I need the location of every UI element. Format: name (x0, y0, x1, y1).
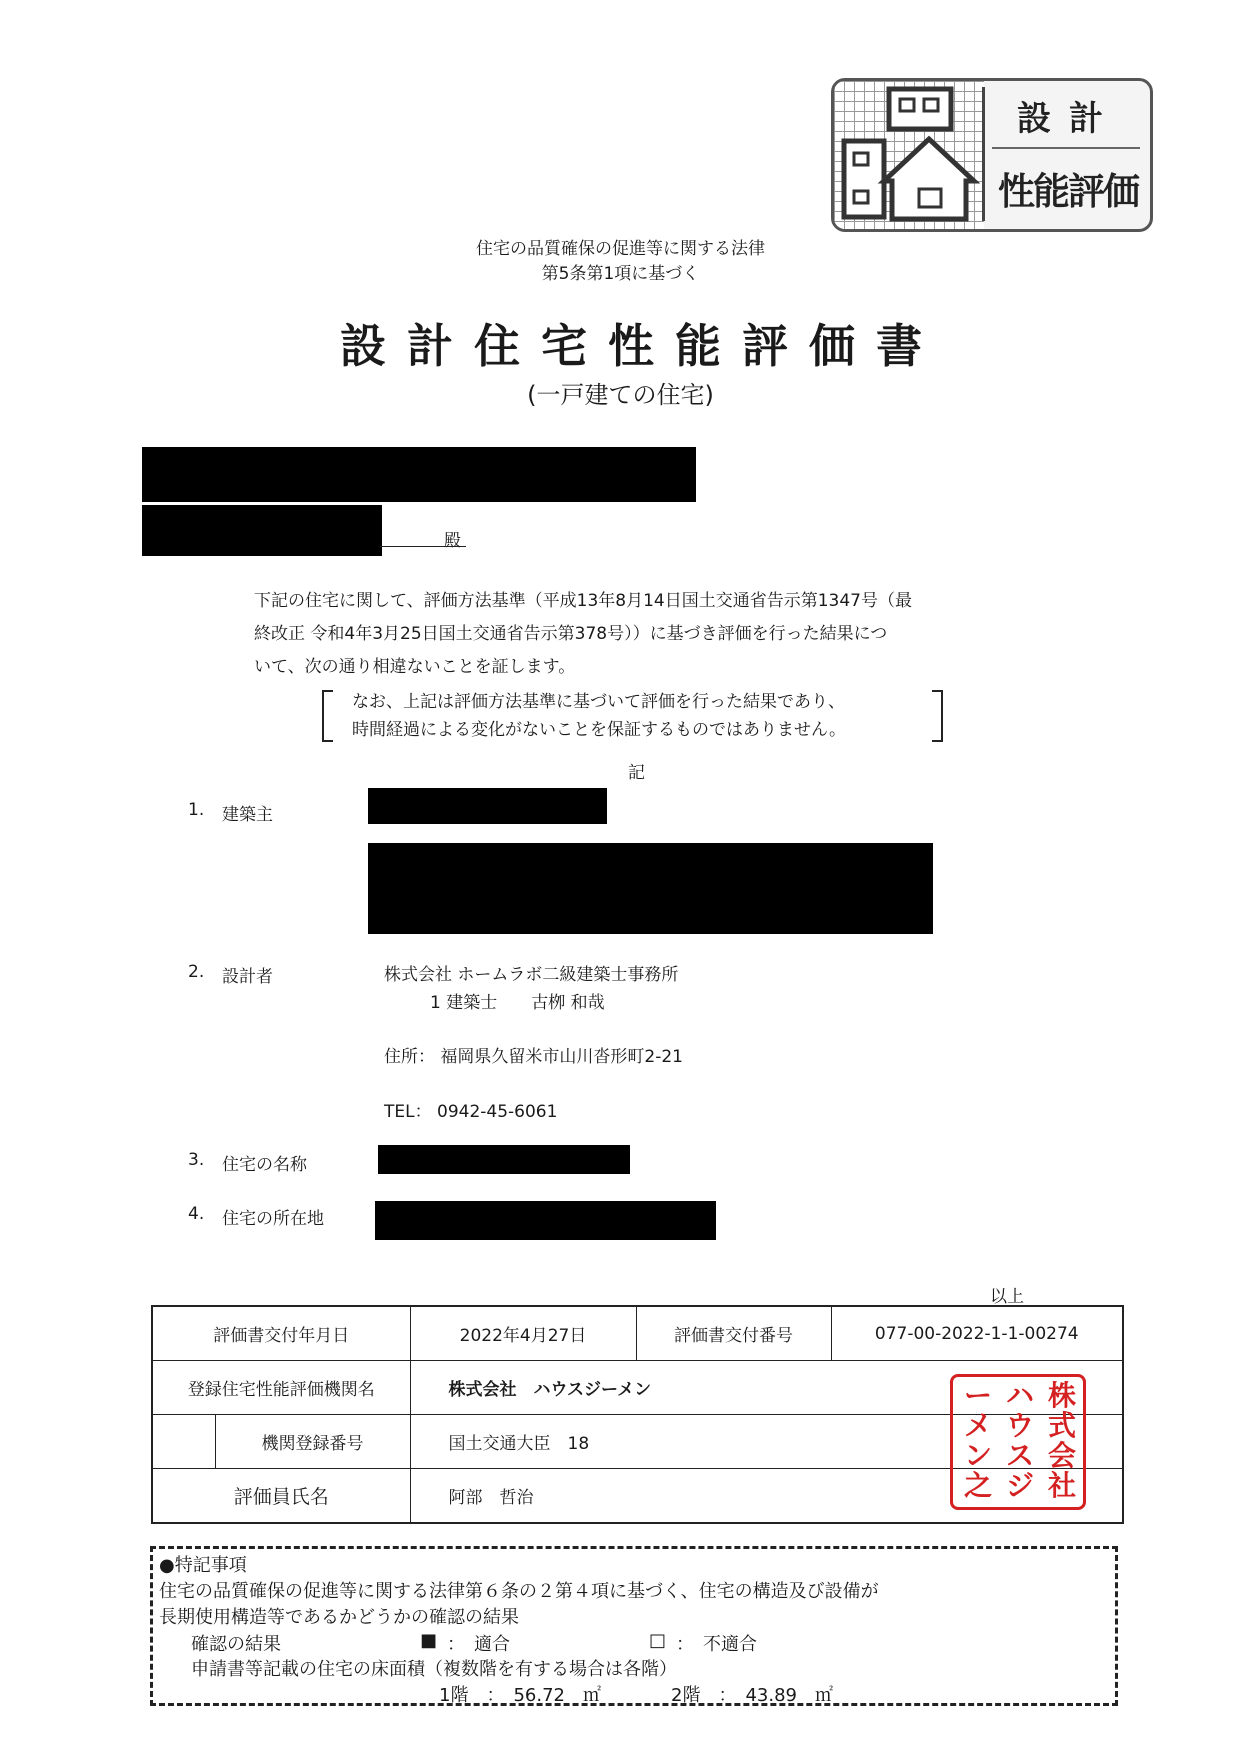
special-line-1: 住宅の品質確保の促進等に関する法律第６条の２第４項に基づく、住宅の構造及び設備が (159, 1581, 879, 1602)
item-1-number: 1. (188, 800, 205, 820)
document-subtitle: (一戸建ての住宅) (527, 381, 714, 409)
document-title: 設計住宅性能評価書 (340, 319, 943, 373)
floor-2-area: 2階 ： 43.89 ㎡ (671, 1685, 833, 1706)
note-bracket-left (322, 690, 333, 742)
redacted-owner (368, 788, 607, 824)
redacted-house-name (378, 1145, 630, 1174)
note-line-1: なお、上記は評価方法基準に基づいて評価を行った結果であり、 (352, 692, 845, 712)
nonconform-checkbox: □ (649, 1630, 667, 1651)
designer-person: 1 建築士 古栁 和哉 (430, 993, 605, 1013)
special-heading: ●特記事項 (159, 1555, 247, 1576)
logo-rule (992, 147, 1140, 149)
redacted-house-location (375, 1201, 716, 1240)
honorific: 殿 (444, 531, 461, 551)
item-2-number: 2. (188, 962, 205, 982)
evaluator-name: 阿部 哲治 (410, 1469, 1123, 1524)
designer-company: 株式会社 ホームラボ二級建築士事務所 (384, 965, 679, 985)
conform-text: ： 適合 (447, 1634, 510, 1655)
seal-column-3: ーメン之 (963, 1379, 992, 1502)
item-4-label: 住宅の所在地 (222, 1209, 324, 1229)
item-3-label: 住宅の名称 (222, 1155, 307, 1175)
note-line-2: 時間経過による変化がないことを保証するものではありません。 (352, 720, 847, 740)
house-icon (834, 81, 984, 229)
issue-date-label: 評価書交付年月日 (152, 1306, 410, 1361)
table-indent-cell (152, 1415, 215, 1469)
issue-date: 2022年4月27日 (410, 1306, 636, 1361)
logo-bottom-text: 性能評価 (998, 170, 1138, 213)
logo-divider (982, 87, 985, 221)
redacted-addressee-2 (142, 505, 382, 556)
law-line-2: 第5条第1項に基づく (541, 264, 700, 284)
ijo-end-mark: 以上 (990, 1287, 1024, 1307)
designer-address: 住所： 福岡県久留米市山川沓形町2-21 (384, 1047, 683, 1067)
issue-number: 077-00-2022-1-1-00274 (831, 1306, 1123, 1361)
table-row (152, 1306, 1123, 1361)
law-line-1: 住宅の品質確保の促進等に関する法律 (476, 239, 765, 259)
floor-1-area: 1階 ： 56.72 ㎡ (439, 1685, 601, 1706)
registration-number: 国土交通大臣 18 (410, 1415, 1123, 1469)
item-1-label: 建築主 (222, 805, 273, 825)
evaluator-label: 評価員氏名 (152, 1469, 410, 1524)
seal-column-2: ハウスジ (1005, 1379, 1034, 1502)
body-line-1: 下記の住宅に関して、評価方法基準（平成13年8月14日国土交通省告示第1347号（最 (254, 591, 913, 611)
conform-checkbox: ■ (420, 1630, 438, 1651)
note-bracket-right (932, 690, 943, 742)
item-2-label: 設計者 (222, 967, 273, 987)
special-notes-box (150, 1546, 1118, 1706)
org-name-label: 登録住宅性能評価機関名 (152, 1361, 410, 1415)
ki-heading: 記 (628, 763, 645, 783)
item-4-number: 4. (188, 1204, 205, 1224)
designer-tel: TEL： 0942-45-6061 (384, 1102, 558, 1122)
special-line-2: 長期使用構造等であるかどうかの確認の結果 (159, 1607, 519, 1628)
floor-area-label: 申請書等記載の住宅の床面積（複数階を有する場合は各階） (191, 1659, 677, 1680)
house-grid-icon (834, 81, 984, 229)
org-name: 株式会社 ハウスジーメン (410, 1361, 1123, 1415)
redacted-addressee-1 (142, 447, 696, 502)
item-3-number: 3. (188, 1150, 205, 1170)
redacted-owner-address (368, 843, 933, 934)
logo-top-text: 設計 (1017, 99, 1121, 139)
body-line-3: いて、次の通り相違ないことを証します。 (254, 657, 576, 677)
nonconform-text: ： 不適合 (676, 1634, 757, 1655)
seal-column-1: 株式会社 (1047, 1379, 1076, 1502)
registration-number-label: 機関登録番号 (215, 1415, 410, 1469)
company-seal (950, 1374, 1086, 1510)
check-result-label: 確認の結果 (191, 1634, 281, 1655)
body-line-2: 終改正 令和4年3月25日国土交通省告示第378号））に基づき評価を行った結果につ (254, 624, 888, 644)
design-performance-logo (831, 78, 1153, 232)
issue-number-label: 評価書交付番号 (636, 1306, 831, 1361)
